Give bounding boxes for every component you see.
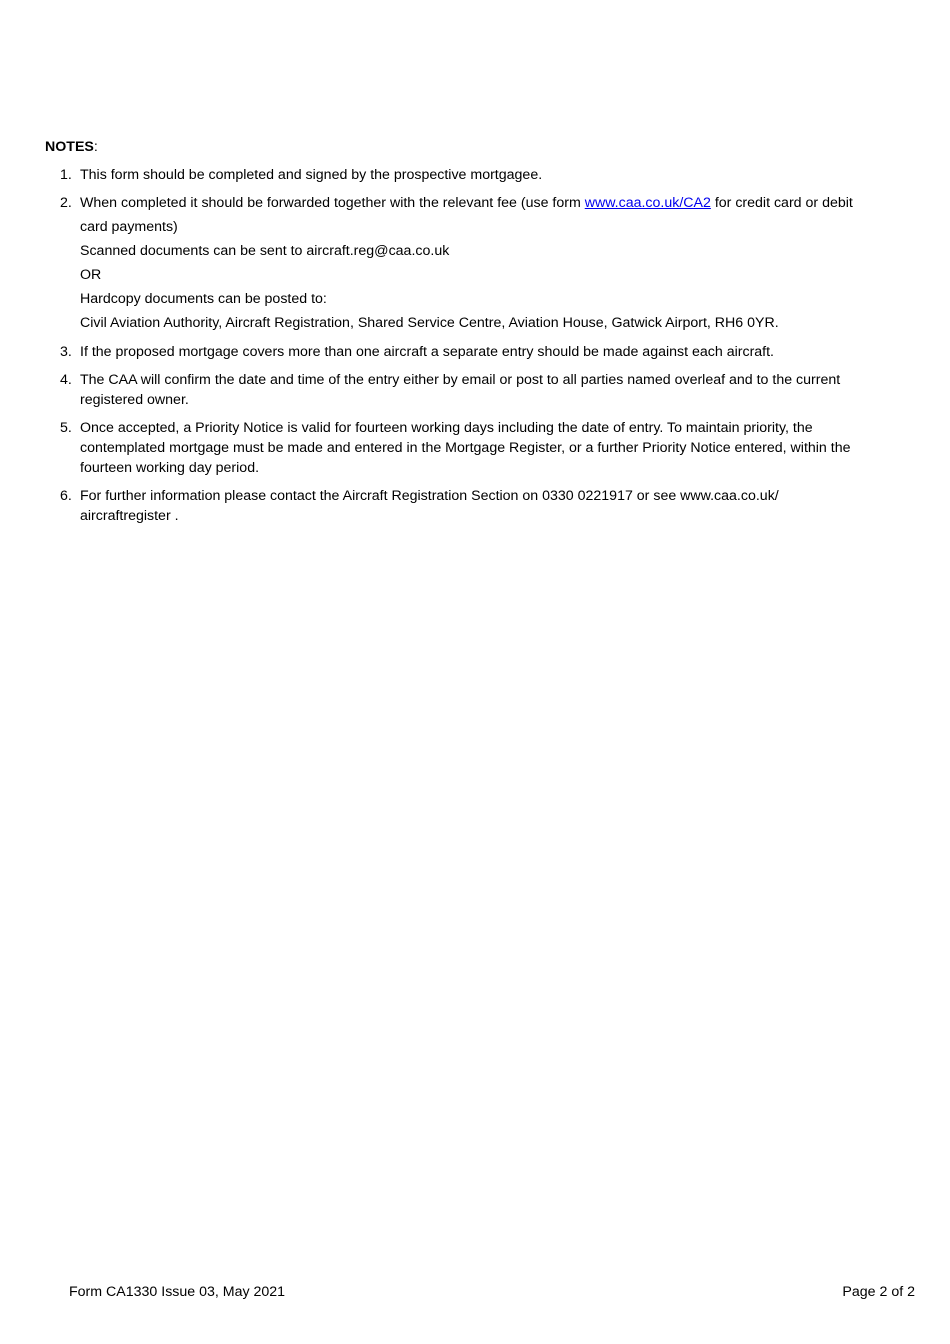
note-continuation: card payments) bbox=[80, 219, 178, 235]
footer-page-number: Page 2 of 2 bbox=[842, 1284, 915, 1300]
note-number: 1. bbox=[60, 167, 72, 183]
note-text: If the proposed mortgage covers more than one aircraft a separate entry should be made against each aircraft. bbox=[80, 344, 775, 360]
note-text-after-link: for credit card or debit bbox=[710, 195, 853, 211]
or-separator: OR bbox=[80, 267, 102, 283]
note-number: 2. bbox=[60, 195, 72, 211]
note-item-1 bbox=[60, 165, 880, 185]
note-text-line-1: For further information please contact the Aircraft Registration Section on 0330 0221917 or see www.caa.co.uk/ bbox=[80, 488, 779, 504]
note-item-6 bbox=[60, 486, 880, 526]
ca2-form-link[interactable]: www.caa.co.uk/CA2 bbox=[584, 195, 711, 211]
note-number: 5. bbox=[60, 420, 72, 436]
post-instruction: Hardcopy documents can be posted to: bbox=[80, 291, 327, 307]
note-text-line-2: aircraftregister . bbox=[80, 508, 179, 524]
note-text-line-2: registered owner. bbox=[80, 392, 189, 408]
footer-form-id: Form CA1330 Issue 03, May 2021 bbox=[69, 1284, 286, 1300]
postal-address: Civil Aviation Authority, Aircraft Registration, Shared Service Centre, Aviation House, Gatwick Airport, RH6 0YR. bbox=[80, 315, 779, 331]
notes-heading-label: NOTES bbox=[45, 139, 94, 155]
note-item-4 bbox=[60, 370, 880, 410]
note-text-line-1: Once accepted, a Priority Notice is valid for fourteen working days including the date of entry. To maintain priority, the bbox=[80, 420, 813, 436]
note-text-line-2: contemplated mortgage must be made and entered in the Mortgage Register, or a further Priority Notice entered, within the bbox=[80, 440, 851, 456]
email-instruction: Scanned documents can be sent to aircraft.reg@caa.co.uk bbox=[80, 243, 450, 259]
note-number: 4. bbox=[60, 372, 72, 388]
note-item-5 bbox=[60, 418, 880, 478]
note-text-line-3: fourteen working day period. bbox=[80, 460, 260, 476]
notes-heading bbox=[45, 139, 98, 156]
note-item-3 bbox=[60, 342, 880, 362]
notes-heading-colon: : bbox=[93, 139, 98, 155]
note-text: This form should be completed and signed by the prospective mortgagee. bbox=[80, 167, 543, 183]
note-item-2 bbox=[60, 193, 880, 337]
note-number: 6. bbox=[60, 488, 72, 504]
note-text-line-1: The CAA will confirm the date and time of the entry either by email or post to all parties named overleaf and to the current bbox=[80, 372, 841, 388]
note-text bbox=[80, 193, 880, 217]
note-text-before-link: When completed it should be forwarded together with the relevant fee (use form bbox=[80, 195, 585, 211]
note-number: 3. bbox=[60, 344, 72, 360]
